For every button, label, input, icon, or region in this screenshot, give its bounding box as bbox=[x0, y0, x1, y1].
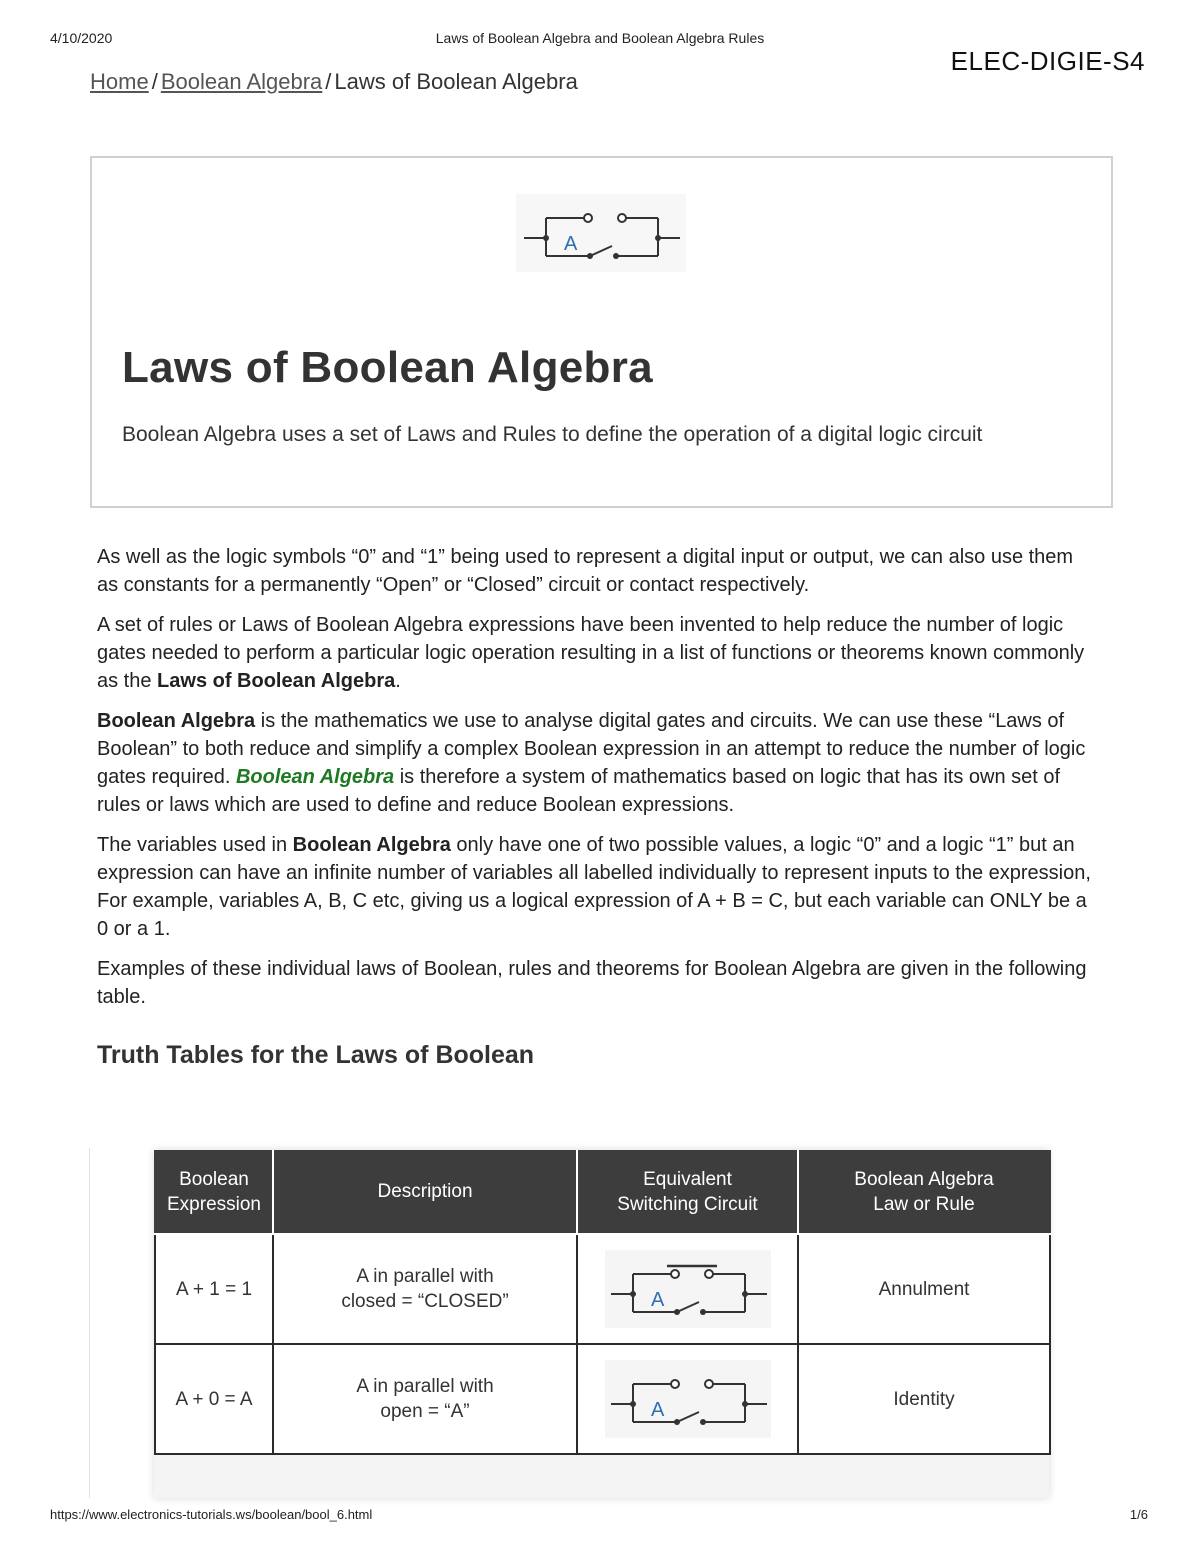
header-line: Expression bbox=[167, 1193, 261, 1215]
page-subtitle: Boolean Algebra uses a set of Laws and Rules to define the operation of a digital logic circuit bbox=[122, 423, 983, 446]
hero-switch-figure bbox=[516, 194, 686, 272]
paragraph-text: is therefore a system of mathematics based on logic that has its own set of rules or laws which are used to define and reduce Boolean expressions. bbox=[97, 766, 1061, 816]
table-row bbox=[155, 1344, 1050, 1454]
bold-term: Boolean Algebra bbox=[292, 834, 451, 856]
page-title: Laws of Boolean Algebra bbox=[122, 343, 653, 392]
article-body bbox=[97, 543, 1097, 1070]
paragraph-text: A set of rules or Laws of Boolean Algebra expressions have been invented to help reduce the number of logic gates needed to perform a particular logic operation resulting in a list of functions or theorems known commonly as the bbox=[97, 614, 1085, 692]
parallel-closed-contact-icon bbox=[605, 1250, 771, 1328]
header-description bbox=[273, 1150, 577, 1234]
paragraph: As well as the logic symbols “0” and “1” being used to represent a digital input or output, we can also use them as constants for a permanently “Open” or “Closed” circuit or contact respectively. bbox=[97, 546, 1074, 596]
circuit-label: A bbox=[650, 1399, 664, 1421]
cell-description bbox=[273, 1344, 577, 1454]
circuit-label: A bbox=[650, 1289, 664, 1311]
paragraph-text: . bbox=[395, 670, 401, 692]
table-row bbox=[155, 1234, 1050, 1344]
breadcrumb-current: Laws of Boolean Algebra bbox=[334, 69, 578, 94]
circuit-figure bbox=[605, 1360, 771, 1438]
description-line: A in parallel with bbox=[356, 1376, 494, 1397]
cell-description bbox=[273, 1234, 577, 1344]
print-url: https://www.electronics-tutorials.ws/boolean/bool_6.html bbox=[50, 1507, 373, 1522]
paragraph-text: is the mathematics we use to analyse digital gates and circuits. We can use these “Laws of Boolean” to both reduce and simplify a complex Boolean expression in an attempt to reduce the number of logic gates required. bbox=[97, 710, 1086, 788]
description-line: closed = “CLOSED” bbox=[341, 1291, 509, 1312]
print-title: Laws of Boolean Algebra and Boolean Algebra Rules bbox=[435, 30, 765, 46]
laws-table-container bbox=[154, 1150, 1049, 1498]
description-line: A in parallel with bbox=[356, 1266, 494, 1287]
header-line: Boolean bbox=[179, 1168, 249, 1190]
print-page-number: 1/6 bbox=[1129, 1507, 1148, 1522]
cell-law: Annulment bbox=[798, 1234, 1050, 1344]
header-line: Description bbox=[377, 1181, 473, 1202]
table-header-row bbox=[155, 1150, 1050, 1234]
paragraph-text: The variables used in bbox=[97, 834, 293, 856]
breadcrumb-section-link[interactable]: Boolean Algebra bbox=[160, 69, 323, 94]
paragraph: Examples of these individual laws of Boolean, rules and theorems for Boolean Algebra are given in the following table. bbox=[97, 958, 1087, 1008]
bold-italic-term: Boolean Algebra bbox=[235, 766, 395, 788]
circuit-figure bbox=[605, 1250, 771, 1328]
cell-law: Identity bbox=[798, 1344, 1050, 1454]
header-law bbox=[798, 1150, 1050, 1234]
paragraph bbox=[97, 707, 1097, 819]
cell-expression: A + 1 = 1 bbox=[155, 1234, 273, 1344]
paragraph bbox=[97, 831, 1097, 943]
cell-expression: A + 0 = A bbox=[155, 1344, 273, 1454]
section-heading: Truth Tables for the Laws of Boolean bbox=[97, 1041, 535, 1069]
header-line: Switching Circuit bbox=[617, 1193, 758, 1215]
bold-term: Boolean Algebra bbox=[97, 710, 256, 732]
divider bbox=[89, 1148, 90, 1498]
header-line: Equivalent bbox=[643, 1168, 732, 1190]
parallel-open-contact-icon bbox=[605, 1360, 771, 1438]
breadcrumb bbox=[90, 69, 578, 95]
switch-circuit-icon bbox=[516, 194, 686, 272]
hero-switch-label: A bbox=[564, 233, 578, 255]
laws-table bbox=[154, 1150, 1051, 1455]
header-expression bbox=[155, 1150, 273, 1234]
cell-circuit bbox=[577, 1344, 798, 1454]
breadcrumb-separator: / bbox=[151, 69, 158, 94]
header-circuit bbox=[577, 1150, 798, 1234]
header-line: Boolean Algebra bbox=[854, 1168, 994, 1190]
description-line: open = “A” bbox=[380, 1401, 470, 1422]
hero-card bbox=[90, 156, 1113, 508]
paragraph bbox=[97, 611, 1097, 695]
breadcrumb-separator: / bbox=[325, 69, 332, 94]
print-date: 4/10/2020 bbox=[50, 30, 113, 46]
header-line: Law or Rule bbox=[873, 1193, 975, 1215]
paragraph-text: only have one of two possible values, a logic “0” and a logic “1” but an expression can have an infinite number of variables all labelled individually to represent inputs to the expression, For example, variables A, B, C etc, giving us a logical expression of A + B = C, but each variable can ONLY be a 0 or a 1. bbox=[97, 834, 1091, 940]
bold-term: Laws of Boolean Algebra bbox=[157, 670, 396, 692]
cell-circuit bbox=[577, 1234, 798, 1344]
breadcrumb-home-link[interactable]: Home bbox=[90, 69, 149, 94]
document-code: ELEC-DIGIE-S4 bbox=[950, 46, 1145, 76]
